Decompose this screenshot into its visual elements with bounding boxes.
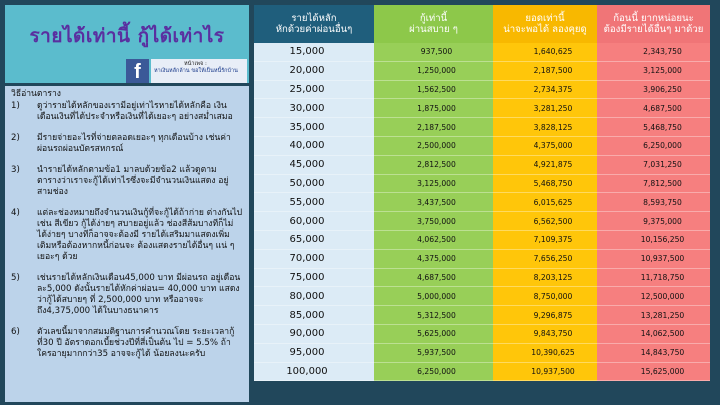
instruction-item: [11, 208, 243, 263]
cell-easy: 4,375,000: [374, 250, 493, 269]
cell-income: 95,000: [254, 344, 374, 363]
cell-hard: 10,156,250: [597, 231, 710, 250]
header-easy: [374, 5, 493, 43]
header-line: น่าจะพอได้ ลองคุยดู: [503, 24, 587, 35]
header-line: ต้องมีรายได้อื่นๆ มาด้วย: [603, 24, 704, 35]
cell-hard: 3,125,000: [597, 62, 710, 81]
header-income: [254, 5, 374, 43]
cell-easy: 5,625,000: [374, 325, 493, 344]
cell-hard: 9,375,000: [597, 212, 710, 231]
cell-income: 100,000: [254, 363, 374, 382]
cell-income: 70,000: [254, 250, 374, 269]
header-maybe: [493, 5, 597, 43]
cell-income: 85,000: [254, 306, 374, 325]
cell-maybe: 10,937,500: [493, 363, 597, 382]
cell-income: 35,000: [254, 118, 374, 137]
cell-easy: 4,687,500: [374, 269, 493, 288]
page-card[interactable]: [151, 59, 247, 83]
cell-easy: 3,437,500: [374, 193, 493, 212]
page-card-label: หน้าเพจ :: [184, 61, 207, 67]
page-title: รายได้เท่านี้ กู้ได้เท่าไร: [29, 25, 225, 47]
instructions-panel: [5, 86, 249, 402]
cell-maybe: 7,109,375: [493, 231, 597, 250]
cell-maybe: 4,921,875: [493, 156, 597, 175]
loan-table: [254, 5, 710, 381]
cell-easy: 5,937,500: [374, 344, 493, 363]
cell-hard: 8,593,750: [597, 193, 710, 212]
cell-easy: 2,500,000: [374, 137, 493, 156]
cell-income: 50,000: [254, 175, 374, 194]
header-hard: [597, 5, 710, 43]
cell-maybe: 4,375,000: [493, 137, 597, 156]
cell-maybe: 10,390,625: [493, 344, 597, 363]
header-line: ผ่านสบาย ๆ: [409, 24, 458, 35]
cell-hard: 14,843,750: [597, 344, 710, 363]
cell-hard: 2,343,750: [597, 43, 710, 62]
instruction-text: มีรายจ่ายอะไรที่จ่ายตลอดเยอะๆ ทุกเดือนบ้าง เช่นค่าผ่อนรถผ่อนบัตรสหกรณ์: [37, 133, 231, 154]
cell-income: 45,000: [254, 156, 374, 175]
cell-easy: 5,312,500: [374, 306, 493, 325]
cell-easy: 1,875,000: [374, 99, 493, 118]
instructions-list: [11, 101, 243, 360]
cell-income: 80,000: [254, 287, 374, 306]
cell-income: 15,000: [254, 43, 374, 62]
cell-income: 90,000: [254, 325, 374, 344]
instruction-text: เช่นรายได้หลักเงินเดือน45,000 บาท มีผ่อนรถ อยู่เดือนละ5,000 ดังนั้นรายได้หักค่าผ่อน= 40,000 บาท แสดงว่ากู้ได้สบายๆ ที่ 2,500,000 บาท หรืออาจจะถึง4,375,000 ได้ในบางธนาคาร: [37, 273, 241, 316]
instruction-number: 2): [11, 133, 20, 143]
cell-easy: 1,562,500: [374, 81, 493, 100]
cell-hard: 3,906,250: [597, 81, 710, 100]
header-line: กู้เท่านี้: [419, 12, 448, 24]
cell-maybe: 6,015,625: [493, 193, 597, 212]
cell-maybe: 2,734,375: [493, 81, 597, 100]
cell-maybe: 6,562,500: [493, 212, 597, 231]
cell-hard: 12,500,000: [597, 287, 710, 306]
header-line: ยอดเท่านี้: [525, 12, 565, 24]
page-card-description: หาเงินหลักล้าน ขอให้เป็นหนี้รักบ้าน: [154, 68, 238, 74]
instruction-text: ตัวเลขนี้มาจากสมมติฐานการคำนวณโดย ระยะเวลากู้ที่30 ปี อัตราดอกเบี้ยช่วงปีที่สี่เป็นต้น ไป = 5.5% ถ้าใครอายุมากกว่า35 อาจจะกู้ได้ น้อยลงนะครับ: [37, 327, 235, 359]
cell-income: 40,000: [254, 137, 374, 156]
cell-income: 55,000: [254, 193, 374, 212]
instruction-item: [11, 101, 243, 123]
instruction-number: 3): [11, 165, 20, 175]
cell-easy: 3,125,000: [374, 175, 493, 194]
cell-maybe: 2,187,500: [493, 62, 597, 81]
instruction-number: 1): [11, 101, 20, 111]
instruction-item: [11, 133, 243, 155]
cell-maybe: 9,296,875: [493, 306, 597, 325]
cell-easy: 2,812,500: [374, 156, 493, 175]
cell-hard: 6,250,000: [597, 137, 710, 156]
instruction-number: 6): [11, 327, 20, 337]
cell-easy: 4,062,500: [374, 231, 493, 250]
cell-income: 20,000: [254, 62, 374, 81]
cell-easy: 2,187,500: [374, 118, 493, 137]
cell-hard: 7,812,500: [597, 175, 710, 194]
cell-maybe: 5,468,750: [493, 175, 597, 194]
cell-maybe: 8,203,125: [493, 269, 597, 288]
instruction-number: 5): [11, 273, 20, 283]
title-box: [5, 5, 249, 83]
cell-easy: 6,250,000: [374, 363, 493, 382]
cell-easy: 5,000,000: [374, 287, 493, 306]
cell-income: 25,000: [254, 81, 374, 100]
instruction-item: [11, 165, 243, 198]
header-line: รายได้หลัก: [291, 12, 337, 24]
cell-easy: 3,750,000: [374, 212, 493, 231]
instruction-item: [11, 273, 243, 317]
cell-maybe: 3,281,250: [493, 99, 597, 118]
cell-income: 30,000: [254, 99, 374, 118]
instruction-text: ดูว่ารายได้หลักของเรามีอยู่เท่าไรหายได้หลักคือ เงินเดือนเงินที่ได้ประจำหรือเงินที่ได้เยอะๆ อย่างสม่ำเสมอ: [37, 101, 233, 122]
cell-hard: 7,031,250: [597, 156, 710, 175]
cell-maybe: 9,843,750: [493, 325, 597, 344]
cell-easy: 1,250,000: [374, 62, 493, 81]
header-line: หักด้วยค่าผ่อนอื่นๆ: [275, 24, 353, 35]
facebook-icon[interactable]: f: [126, 59, 149, 83]
cell-income: 75,000: [254, 269, 374, 288]
cell-hard: 4,687,500: [597, 99, 710, 118]
instruction-number: 4): [11, 208, 20, 218]
cell-easy: 937,500: [374, 43, 493, 62]
cell-hard: 10,937,500: [597, 250, 710, 269]
cell-maybe: 7,656,250: [493, 250, 597, 269]
instruction-item: [11, 327, 243, 360]
cell-income: 65,000: [254, 231, 374, 250]
cell-hard: 11,718,750: [597, 269, 710, 288]
cell-maybe: 1,640,625: [493, 43, 597, 62]
instruction-text: นำรายได้หลักตามข้อ1 มาลบด้วยข้อ2 แล้วดูตาม ตารางว่าเราจะกู้ได้เท่าไรซึ่งจะมีจำนวนเงินแสดง อยู่ สามช่อง: [37, 165, 229, 197]
instructions-heading: วิธีอ่านตาราง: [11, 89, 61, 99]
cell-hard: 13,281,250: [597, 306, 710, 325]
cell-hard: 5,468,750: [597, 118, 710, 137]
header-line: ก้อนนี้ ยากหน่อยนะ: [613, 12, 694, 24]
cell-hard: 14,062,500: [597, 325, 710, 344]
cell-maybe: 8,750,000: [493, 287, 597, 306]
instruction-text: แต่ละช่องหมายถึงจำนวนเงินกู้ที่จะกู้ได้ถ้าก่าย ต่างกันไปเช่น สีเขียว กู้ได้ง่ายๆ สบายอยู่แล้ว ช่องสีส้มบางทีก็ไม่ได้ง่ายๆ บางทีก็อาจจะต้องมี รายได้เสริมมาแสดงเพิ่มเติมหรือต้องหากหนี้ก่อนจะ ต้องแสดงรายได้อื่นๆ แน่ ๆ เยอะๆ ด้วย: [37, 208, 243, 262]
cell-hard: 15,625,000: [597, 363, 710, 382]
cell-income: 60,000: [254, 212, 374, 231]
cell-maybe: 3,828,125: [493, 118, 597, 137]
